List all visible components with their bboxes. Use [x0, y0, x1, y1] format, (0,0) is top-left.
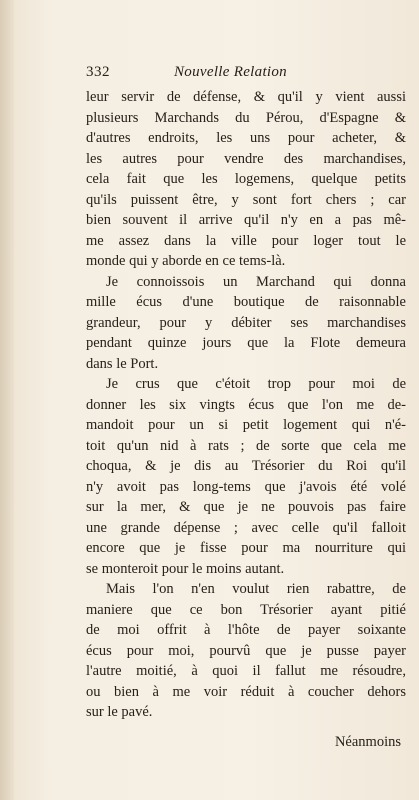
paragraph-start-line: Je connoissois un Marchand qui donna	[106, 273, 406, 290]
text-line: mille écus d'une boutique de raisonnable	[86, 294, 406, 310]
text-line: plusieurs Marchands du Pérou, d'Espagne &	[86, 109, 406, 126]
text-line: grandeur, pour y débiter ses marchandises	[86, 314, 406, 331]
text-line: leur servir de défense, & qu'il y vient aussi	[86, 89, 406, 105]
text-line: sur le pavé.	[86, 704, 153, 720]
text-line: qu'ils puissent être, y sont fort chers ; car	[86, 191, 406, 208]
text-line: donner les six vingts écus que l'on me de-	[86, 396, 406, 413]
text-line: cela fait que les logemens, quelque petits	[86, 171, 406, 187]
text-line: dans le Port.	[86, 355, 159, 372]
text-line: se monteroit pour le moins autant.	[86, 560, 285, 577]
page-header	[86, 64, 356, 86]
text-line: encore que je fisse pour ma nourriture qui	[86, 540, 406, 556]
text-line: toit qu'un nid à rats ; de sorte que cela me	[86, 437, 406, 454]
text-line: maniere que ce bon Trésorier ayant pitié	[86, 601, 406, 618]
text-line: une grande dépense ; avec celle qu'il falloit	[86, 519, 406, 536]
text-line: écus pour moi, pourvû que je pusse payer	[86, 642, 406, 659]
paragraph-start-line: Je crus que c'étoit trop pour moi de	[106, 376, 406, 392]
text-line: de moi offrit à l'hôte de payer soixante	[86, 622, 406, 638]
text-line: n'y avoit pas long-tems que j'avois été volé	[86, 478, 406, 495]
body-text	[86, 87, 406, 723]
running-title: Nouvelle Relation	[174, 64, 287, 80]
page-gutter	[0, 0, 14, 800]
text-line: me assez dans la ville pour loger tout le	[86, 232, 406, 249]
text-line: ou bien à me voir réduit à coucher dehors	[86, 683, 406, 700]
text-line: sur la mer, & que je ne pouvois pas faire	[86, 499, 406, 515]
text-line: l'autre moitié, à quoi il fallut me résoudre,	[86, 663, 406, 679]
page-number: 332	[86, 64, 110, 80]
text-line: bien souvent il arrive qu'il n'y en a pas mê-	[86, 212, 406, 228]
text-line: les autres pour vendre des marchandises,	[86, 150, 406, 167]
catchword: Néanmoins	[334, 734, 401, 750]
text-line: pendant quinze jours que la Flote demeura	[86, 335, 406, 351]
paragraph-start-line: Mais l'on n'en voulut rien rabattre, de	[106, 581, 406, 597]
text-line: mandoit pour un si petit logement qui n'é-	[86, 417, 406, 433]
text-line: d'autres endroits, les uns pour acheter, &	[86, 130, 406, 146]
text-line: monde qui y aborde en ce tems-là.	[86, 253, 286, 269]
text-line: choqua, & je dis au Trésorier du Roi qu'il	[86, 458, 406, 474]
